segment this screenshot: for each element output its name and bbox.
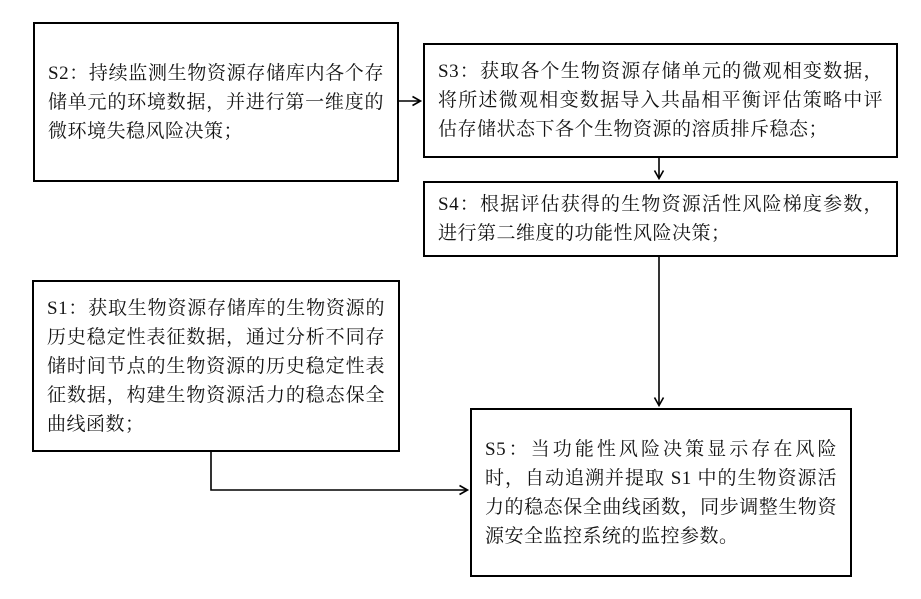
step-text-s5: S5：当功能性风险决策显示存在风险时，自动追溯并提取 S1 中的生物资源活力的稳态保全曲线函数，同步调整生物资源安全监控系统的监控参数。: [485, 438, 837, 547]
step-box-s2: [33, 22, 399, 182]
step-box-s4: [423, 181, 898, 257]
arrow-s1-to-s5: [211, 452, 467, 490]
step-text-s3: S3：获取各个生物资源存储单元的微观相变数据，将所述微观相变数据导入共晶相平衡评估策略中评估存储状态下各个生物资源的溶质排斥稳态；: [438, 61, 883, 140]
step-text-s2: S2：持续监测生物资源存储库内各个存储单元的环境数据，并进行第一维度的微环境失稳风险决策；: [48, 62, 384, 142]
step-box-s5: [470, 408, 852, 577]
step-text-s1: S1：获取生物资源存储库的生物资源的历史稳定性表征数据，通过分析不同存储时间节点的生物资源的历史稳定性表征数据，构建生物资源活力的稳态保全曲线函数；: [47, 297, 385, 435]
step-box-s3: [423, 43, 898, 158]
step-text-s4: S4：根据评估获得的生物资源活性风险梯度参数，进行第二维度的功能性风险决策；: [438, 194, 883, 244]
step-box-s1: [32, 280, 400, 452]
